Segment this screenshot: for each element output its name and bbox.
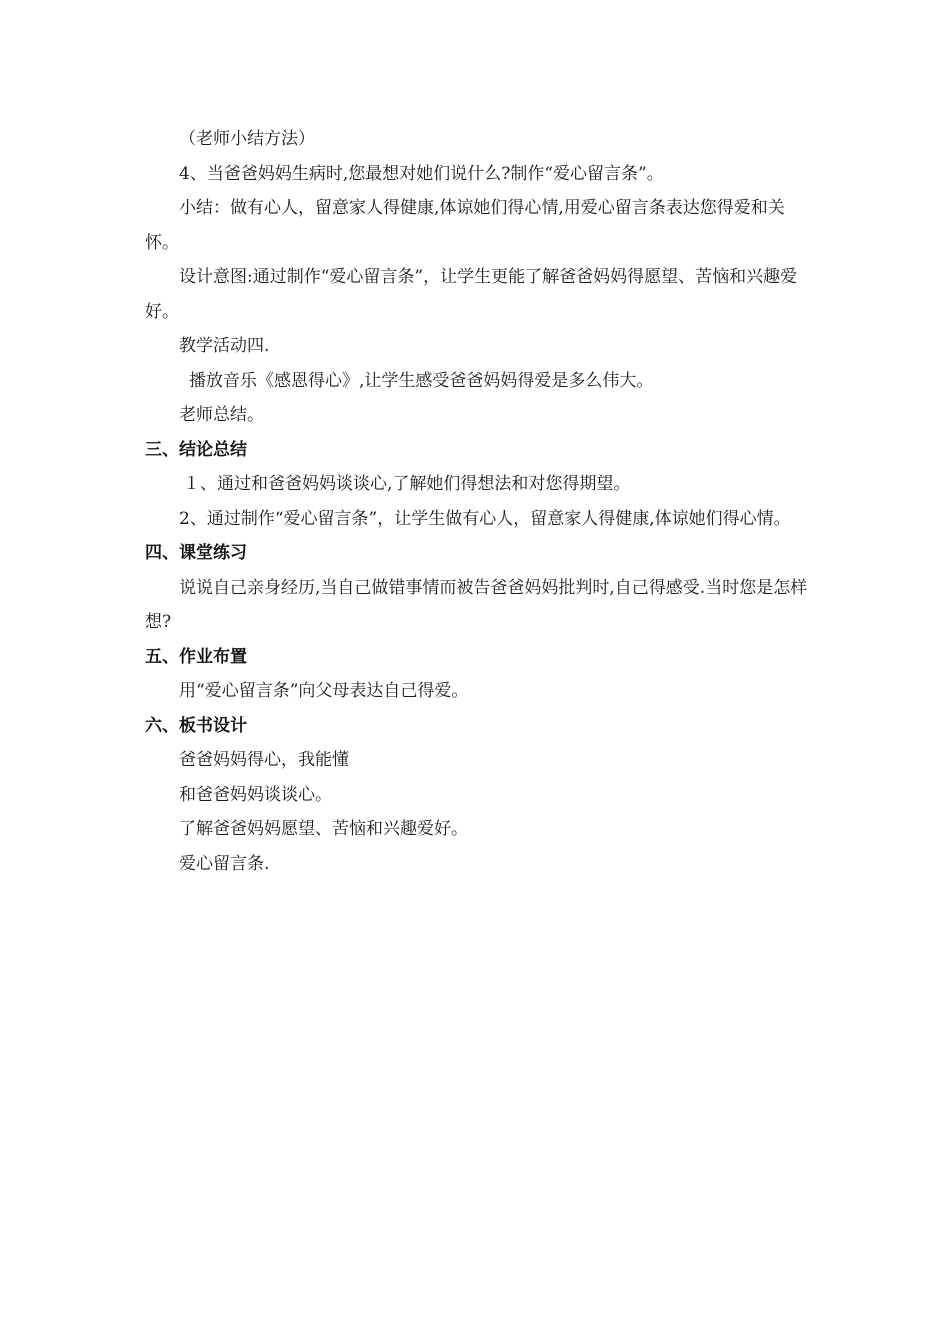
paragraph-board-line-4: 爱心留言条. <box>179 853 270 874</box>
paragraph-activity-4: 教学活动四. <box>179 336 270 356</box>
paragraph-conclusion-1: １、通过和爸爸妈妈谈谈心,了解她们得想法和对您得期望。 <box>183 474 631 494</box>
paragraph-practice: 说说自己亲身经历,当自己做错事情而被告爸爸妈妈批判时,自己得感受.当时您是怎样想? <box>145 577 808 632</box>
heading-board-design: 六、板书设计 <box>145 715 247 736</box>
heading-class-practice: 四、课堂练习 <box>145 543 247 563</box>
paragraph-board-line-2: 和爸爸妈妈谈谈心。 <box>179 784 332 805</box>
heading-homework: 五、作业布置 <box>145 646 247 667</box>
paragraph-play-music: 播放音乐《感恩得心》,让学生感受爸爸妈妈得爱是多么伟大。 <box>189 370 654 391</box>
paragraph-homework: 用“爱心留言条”向父母表达自己得爱。 <box>179 681 469 701</box>
paragraph-teacher-summary-method: （老师小结方法） <box>179 129 315 149</box>
paragraph-board-line-3: 了解爸爸妈妈愿望、苦恼和兴趣爱好。 <box>179 819 468 839</box>
paragraph-teacher-conclusion: 老师总结。 <box>179 405 264 425</box>
heading-conclusion: 三、结论总结 <box>145 439 247 460</box>
paragraph-board-line-1: 爸爸妈妈得心，我能懂 <box>179 750 349 770</box>
paragraph-item-4: 4、当爸爸妈妈生病时,您最想对她们说什么?制作“爱心留言条”。 <box>179 163 664 184</box>
paragraph-conclusion-2: 2、通过制作“爱心留言条”，让学生做有心人，留意家人得健康,体谅她们得心情。 <box>179 508 791 529</box>
paragraph-summary: 小结：做有心人，留意家人得健康,体谅她们得心情,用爱心留言条表达您得爱和关怀。 <box>145 198 785 253</box>
document-body <box>145 122 810 881</box>
paragraph-design-intent: 设计意图:通过制作“爱心留言条”，让学生更能了解爸爸妈妈得愿望、苦恼和兴趣爱好。 <box>145 267 798 322</box>
